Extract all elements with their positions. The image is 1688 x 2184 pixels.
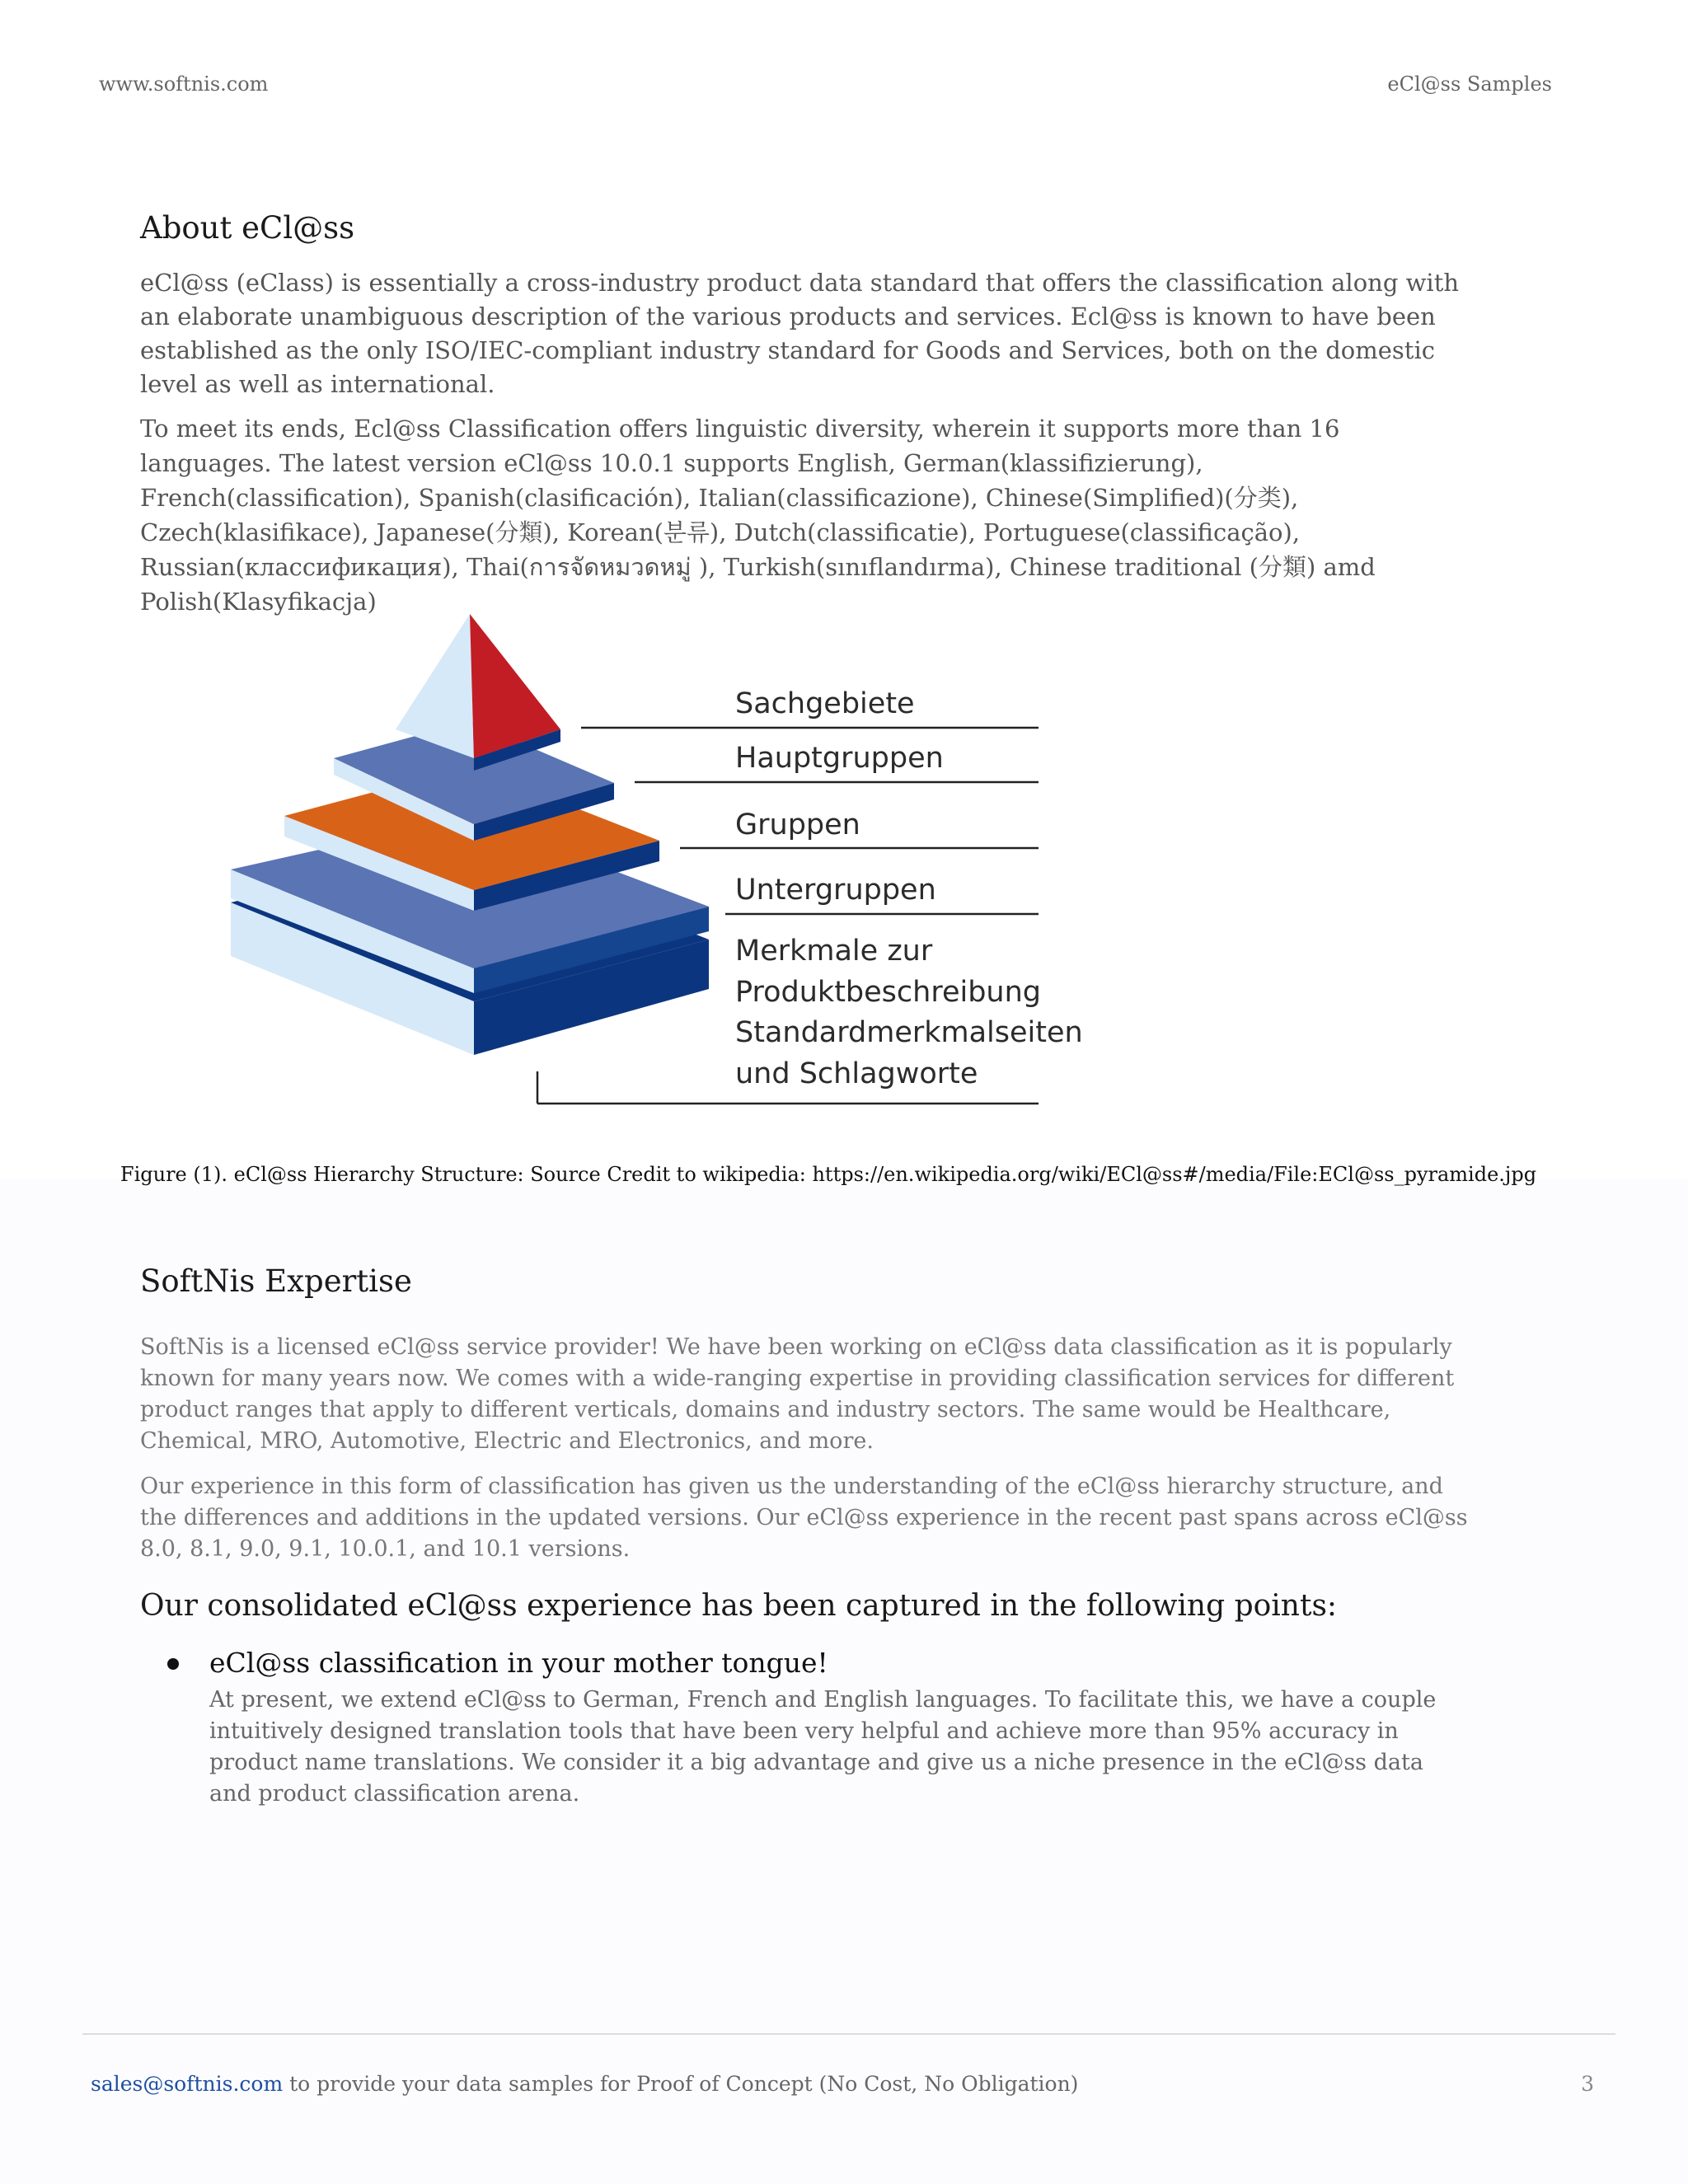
about-paragraph-1: eCl@ss (eClass) is essentially a cross-industry product data standard that offers the classification along with an elaborate unambiguous description of the various products and services. Ecl@ss is known to have been established as the only ISO/IEC-compliant industry standard for Goods and Services, both on the domestic level as well as international. (140, 269, 1460, 398)
label-merkmale-line-2: Produktbeschreibung (735, 976, 1042, 1009)
expertise-paragraph-1: SoftNis is a licensed eCl@ss service provider! We have been working on eCl@ss data classification as it is popularly known for many years now. We comes with a wide-ranging expertise in providing classification services for different product ranges that apply to different verticals, domains and industry sectors. The same would be Healthcare, Chemical, MRO, Automotive, Electric and Electronics, and more. (140, 1334, 1455, 1454)
figure-caption: Figure (1). eCl@ss Hierarchy Structure: Source Credit to wikipedia: https://en.wikipedia.org/wiki/ECl@ss#/media/File:ECl@ss_pyramide.jpg (120, 1163, 1537, 1186)
label-gruppen: Gruppen (735, 808, 860, 841)
label-sachgebiete: Sachgebiete (735, 687, 915, 720)
header-website: www.softnis.com (99, 73, 269, 96)
footer-message: to provide your data samples for Proof of Concept (No Cost, No Obligation) (283, 2072, 1079, 2096)
eclass-pyramid-figure (223, 606, 1083, 1117)
point-title: eCl@ss classification in your mother tongue! (209, 1647, 828, 1679)
expertise-paragraph-2: Our experience in this form of classification has given us the understanding of the eCl@ss hierarchy structure, and the differences and additions in the updated versions. Our eCl@ss experience in the recent past spans across eCl@ss 8.0, 8.1, 9.0, 9.1, 10.0.1, and 10.1 versions. (140, 1474, 1468, 1562)
label-hauptgruppen: Hauptgruppen (735, 742, 944, 775)
points-heading: Our consolidated eCl@ss experience has been captured in the following points: (140, 1589, 1338, 1623)
label-untergruppen: Untergruppen (735, 874, 936, 907)
footer-email-link[interactable]: sales@softnis.com (91, 2072, 284, 2096)
label-merkmale-line-3: Standardmerkmalseiten (735, 1016, 1083, 1049)
header-doc-title: eCl@ss Samples (1387, 73, 1552, 96)
pyramid-apex-left (396, 614, 474, 758)
footer-divider (82, 2033, 1615, 2035)
page-number: 3 (1581, 2072, 1594, 2096)
point-body: At present, we extend eCl@ss to German, French and English languages. To facilitate this, we have a couple intuitively designed translation tools that have been very helpful and achieve more than 95% accuracy in product name translations. We consider it a big advantage and give us a niche presence in the eCl@ss data and product classification arena. (209, 1687, 1437, 1807)
about-heading: About eCl@ss (140, 210, 355, 246)
expertise-heading: SoftNis Expertise (140, 1263, 412, 1299)
label-merkmale-line-4: und Schlagworte (735, 1057, 978, 1090)
footer-text (91, 2072, 1078, 2096)
bullet-icon (167, 1658, 179, 1670)
about-paragraph-2: To meet its ends, Ecl@ss Classification offers linguistic diversity, wherein it supports more than 16 languages. The latest version eCl@ss 10.0.1 supports English, German(klassifizierung), French(classification), Spanish(clasificación), Italian(classificazione), Chinese(Simplified)(分类), Czech(klasifikace), Japanese(分類), Korean(분류), Dutch(classificatie), Portuguese(classificação), Russian(классификация), Thai(การจัดหมวดหมู่ ), Turkish(sınıflandırma), Chinese traditional (分類) amd Polish(Klasyfikacja) (140, 415, 1376, 616)
label-merkmale-line-1: Merkmale zur (735, 935, 933, 968)
